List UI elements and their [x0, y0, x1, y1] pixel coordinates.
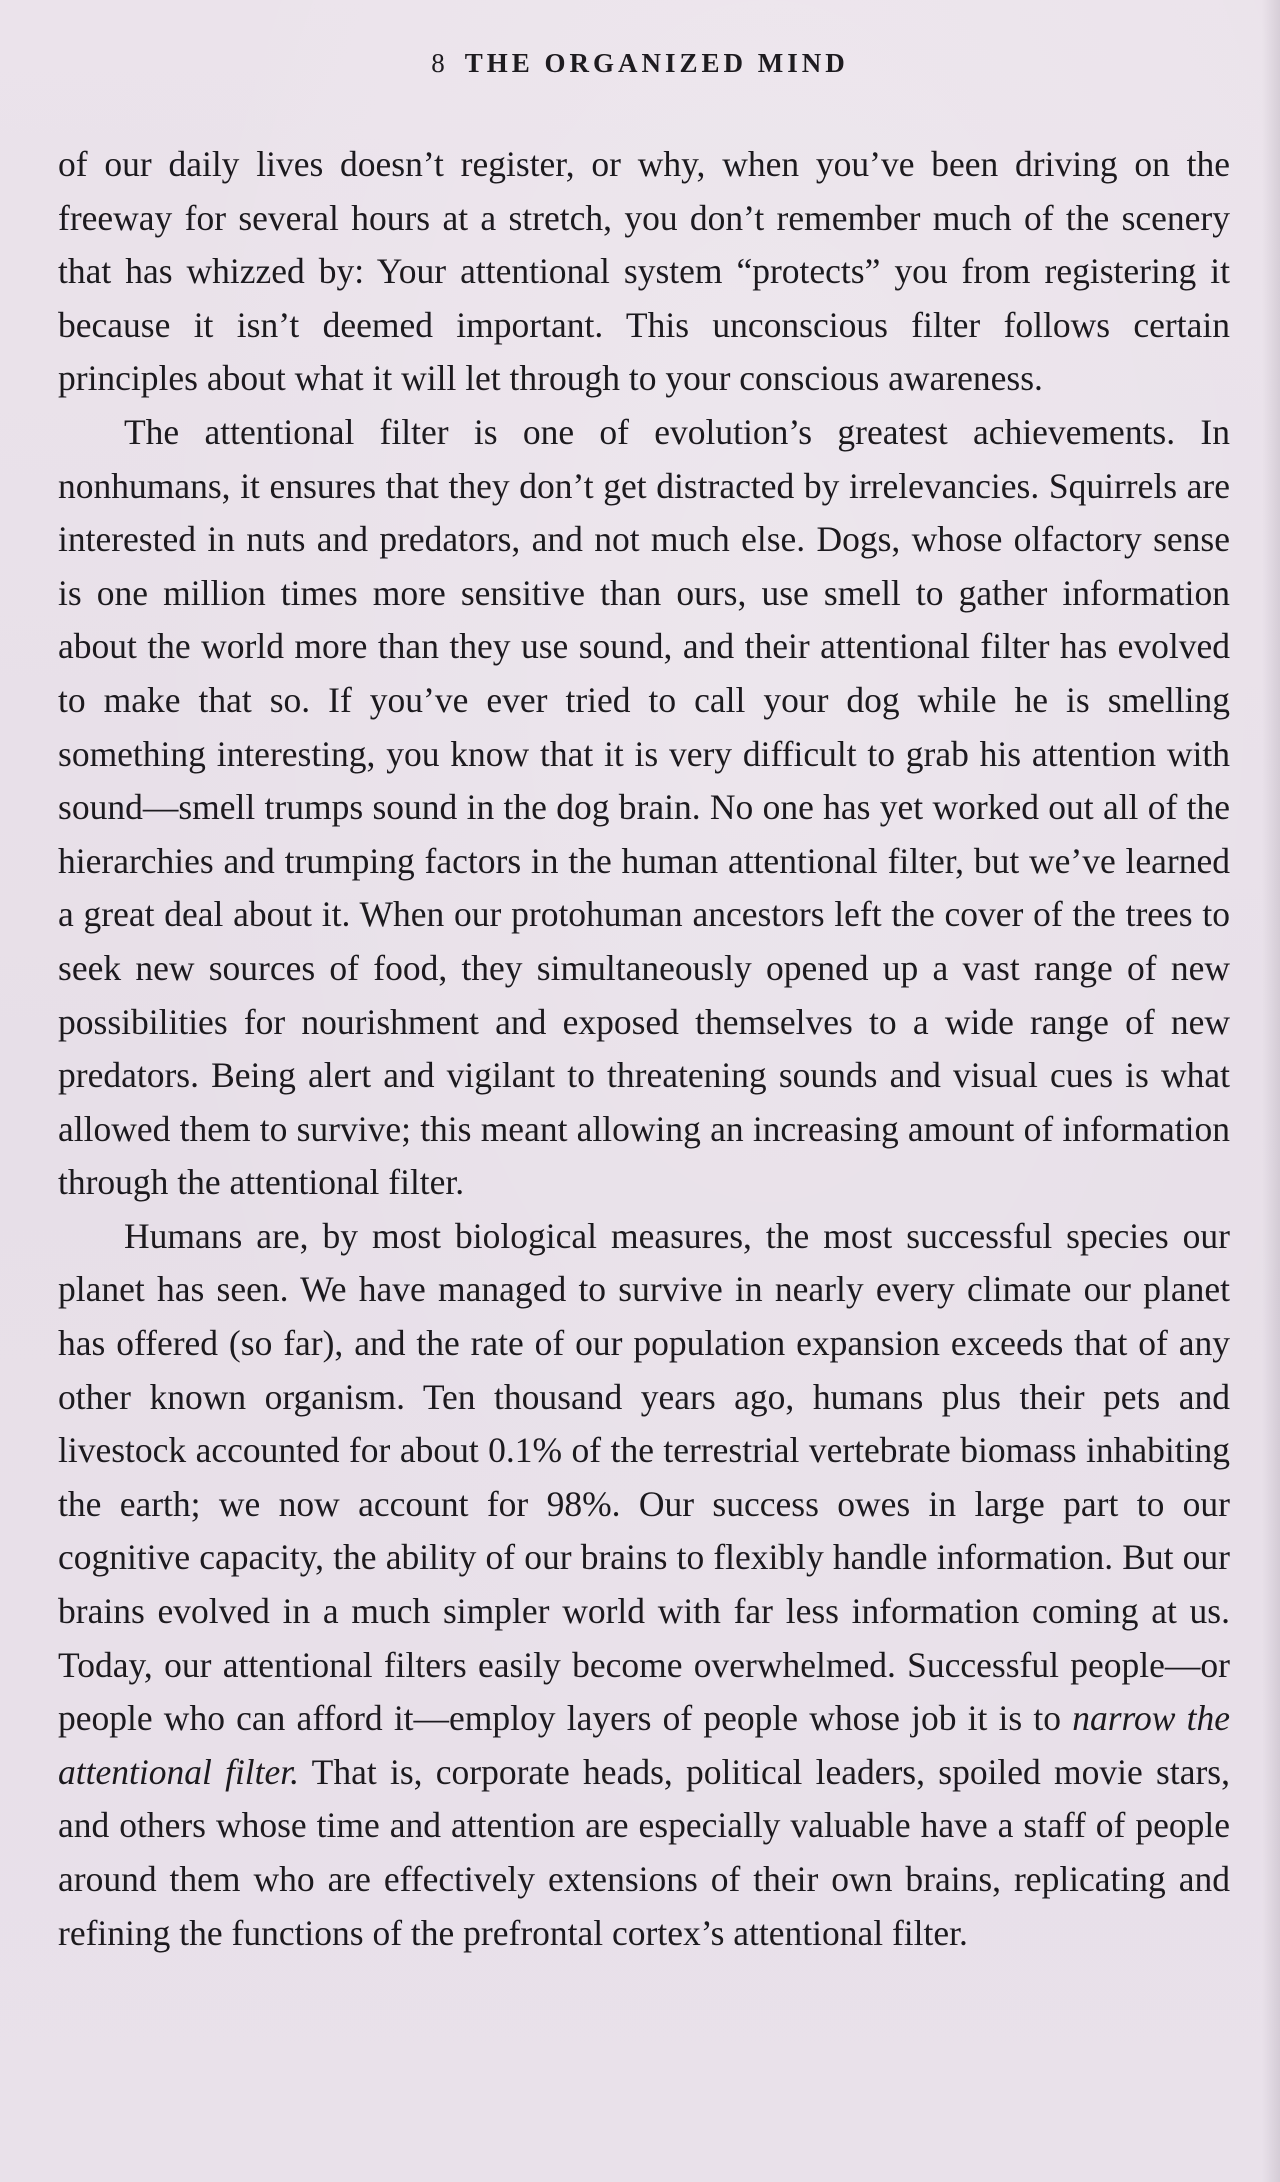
- paragraph-3-text-after: That is, corporate heads, political leaders, spoiled movie stars, and others whose time and attention are especially valuable have a staff of people around them who are effectively extensions of their own brains, replicating and refining the functions of the prefrontal cortex’s attentional filter.: [58, 1751, 1230, 1953]
- paragraph-3-italic-phrase: narrow the attentional filter.: [58, 1698, 1230, 1792]
- paragraph-3: [58, 1210, 1230, 1960]
- paragraph-2: The attentional filter is one of evolution’s greatest achievements. In nonhumans, it ensures that they don’t get distracted by irrelevancies. Squirrels are interested in nuts and predators, and not much else. Dogs, whose olfactory sense is one million times more sensitive than ours, use smell to gather information about the world more than they use sound, and their attentional filter has evolved to make that so. If you’ve ever tried to call your dog while he is smelling something interesting, you know that it is very difficult to grab his attention with sound—smell trumps sound in the dog brain. No one has yet worked out all of the hierarchies and trumping factors in the human attentional filter, but we’ve learned a great deal about it. When our protohuman ancestors left the cover of the trees to seek new sources of food, they simultaneously opened up a vast range of new possibilities for nourishment and exposed themselves to a wide range of new predators. Being alert and vigilant to threatening sounds and visual cues is what allowed them to survive; this meant allowing an increasing amount of information through the attentional filter.: [58, 411, 1230, 1203]
- paragraph-1: of our daily lives doesn’t register, or why, when you’ve been driving on the freeway for several hours at a stretch, you don’t remember much of the scenery that has whizzed by: Your attentional system “protects” you from registering it because it isn’t deemed important. This unconscious filter follows certain principles about what it will let through to your conscious awareness.: [58, 144, 1230, 399]
- body-text: [58, 138, 1230, 1960]
- page-edge-shadow: [1262, 0, 1280, 2182]
- page-number: 8: [431, 48, 445, 78]
- paragraph-3-text-before: Humans are, by most biological measures, the most successful species our planet has seen. We have managed to survive in nearly every climate our planet has offered (so far), and the rate of our population expansion exceeds that of any other known organism. Ten thousand years ago, humans plus their pets and livestock accounted for about 0.1% of the terrestrial vertebrate biomass inhabiting the earth; we now account for 98%. Our success owes in large part to our cognitive capacity, the ability of our brains to flexibly handle information. But our brains evolved in a much simpler world with far less information coming at us. Today, our attentional filters easily become overwhelmed. Successful people—or people who can afford it—employ layers of people whose job it is to: [58, 1215, 1230, 1739]
- book-title: THE ORGANIZED MIND: [464, 48, 849, 78]
- running-head: [0, 48, 1280, 79]
